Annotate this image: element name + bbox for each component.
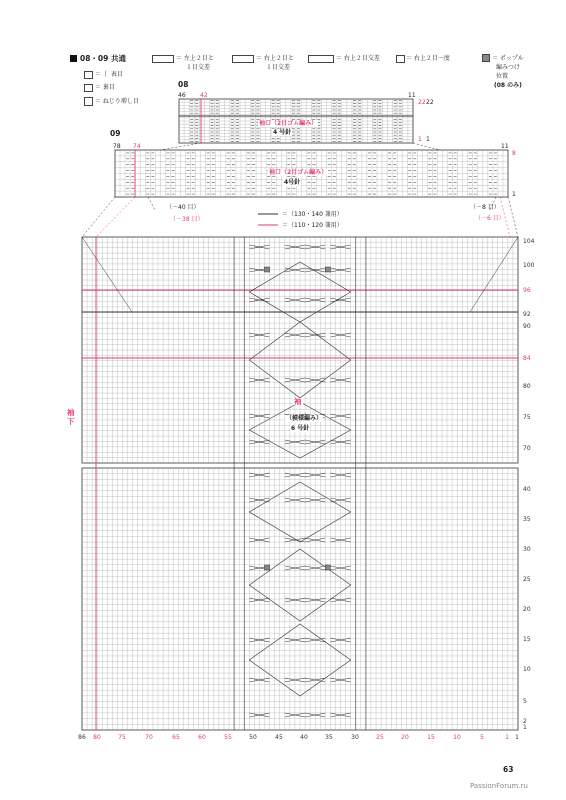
size-pink: ＝（110・120 兼用） — [282, 222, 343, 229]
chart09-right-num: 11 — [501, 143, 509, 150]
chart08-row-bottom-b: 1 — [426, 136, 430, 143]
row-label: 2 — [523, 718, 527, 725]
col-label: 60 — [198, 734, 206, 741]
col-label: 15 — [427, 734, 435, 741]
side-label: 袖下 — [67, 408, 75, 426]
note-minus8: （－8 目） — [470, 204, 500, 211]
guide-08-09-left — [160, 143, 201, 150]
legend-cross-right-b: １目交差 — [266, 64, 291, 71]
size-black: ＝（130・140 兼用） — [282, 211, 343, 218]
note-minus38: （－38 目） — [170, 216, 204, 223]
chart09-row-bottom: 1 — [512, 191, 516, 198]
col-label: 30 — [351, 734, 359, 741]
col-label: 10 — [453, 734, 461, 741]
col-label: 55 — [224, 734, 232, 741]
row-label: 104 — [523, 238, 535, 245]
col-label: 86 — [78, 734, 86, 741]
guide-08-09-right — [413, 143, 440, 150]
popcorn-mark-2 — [265, 565, 270, 570]
row-label: 84 — [523, 355, 531, 362]
col-label: 25 — [376, 734, 384, 741]
legend-cross-left-b: １目交差 — [186, 64, 211, 71]
page-number: 63 — [503, 765, 514, 774]
chart08-label: 08 — [178, 80, 189, 89]
col-label: 20 — [401, 734, 409, 741]
chart09-title-text: 袖口（2目ゴム編み） — [269, 169, 328, 176]
col-label: 75 — [118, 734, 126, 741]
popcorn-mark-1 — [325, 267, 330, 272]
legend-purl: ＝ 裏目 — [95, 84, 115, 91]
chart08-title-text: 袖口（2目ゴム編み） — [259, 120, 318, 127]
main-title: 袖 — [294, 397, 302, 406]
col-label: 40 — [300, 734, 308, 741]
chart08-left-num: 46 — [178, 92, 186, 99]
row-label: 1 — [523, 724, 527, 731]
chart09-pink-num: 74 — [133, 143, 141, 150]
col-label: 70 — [145, 734, 153, 741]
row-label: 100 — [523, 262, 535, 269]
col-label: 5 — [480, 734, 484, 741]
row-label: 5 — [523, 698, 527, 705]
guide-left-pink — [96, 197, 135, 237]
row-label: 10 — [523, 666, 531, 673]
note-minus40: （－40 目） — [166, 204, 200, 211]
legend-dec-right: ＝ 右上２目一度 — [406, 55, 450, 62]
row-label: 80 — [523, 383, 531, 390]
col-label: 80 — [93, 734, 101, 741]
chart08-needle: 4 号針 — [273, 129, 292, 136]
legend-popcorn-d: (08 のみ) — [494, 82, 522, 89]
guide-left-black — [82, 197, 115, 237]
popcorn-mark-3 — [325, 565, 330, 570]
chart09-label: 09 — [110, 129, 121, 138]
row-label: 20 — [523, 606, 531, 613]
row-label: 92 — [523, 311, 531, 318]
chart08-right-num: 11 — [408, 92, 416, 99]
watermark: PassionForum.ru — [470, 782, 528, 790]
legend-popcorn-a: ＝ ポップル — [492, 55, 524, 62]
chart08-row-bottom-a: 1 — [418, 136, 422, 143]
chart09-title — [268, 169, 328, 176]
row-label: 15 — [523, 636, 531, 643]
note-minus6: （－6 目） — [475, 215, 505, 222]
legend-knit: ＝ 丨 表目 — [95, 71, 123, 78]
col-label: 1 — [505, 734, 509, 741]
legend-cross-left-a: ＝ 左上２目と — [176, 55, 214, 62]
col-label: 35 — [325, 734, 333, 741]
legend-title: 08・09 共通 — [80, 54, 126, 63]
main-pattern: （模様編み） — [286, 415, 323, 422]
chart08-row-top-b: 22 — [426, 99, 434, 106]
row-label: 25 — [523, 576, 531, 583]
legend-twisted-increase: ＝ ねじり増し目 — [95, 98, 139, 105]
legend-cross-right-a: ＝ 右上２目と — [256, 55, 294, 62]
row-label: 96 — [523, 287, 531, 294]
chart08-pink-num: 42 — [200, 92, 208, 99]
row-label: 30 — [523, 546, 531, 553]
chart08-row-top-a: 22 — [418, 99, 426, 106]
col-label: 65 — [172, 734, 180, 741]
chart09-left-num: 78 — [113, 143, 121, 150]
main-needle: 6 号針 — [291, 425, 310, 432]
col-label: 50 — [249, 734, 257, 741]
chart09-row-top: 8 — [512, 150, 516, 157]
row-label: 35 — [523, 516, 531, 523]
col-label: 45 — [275, 734, 283, 741]
chart09-needle: 4号針 — [284, 179, 301, 186]
row-label: 75 — [523, 414, 531, 421]
guide-right-black — [508, 197, 518, 237]
legend-popcorn-c: 位置 — [496, 73, 509, 80]
guide-note-left — [148, 197, 155, 210]
col-label: 1 — [515, 734, 519, 741]
row-label: 90 — [523, 323, 531, 330]
chart08-title — [258, 120, 318, 127]
legend-popcorn-b: 編みつけ — [496, 64, 520, 71]
row-label: 40 — [523, 486, 531, 493]
row-label: 70 — [523, 445, 531, 452]
legend-cross-right-2-2: ＝ 右上２目交差 — [336, 55, 380, 62]
popcorn-mark-0 — [265, 267, 270, 272]
